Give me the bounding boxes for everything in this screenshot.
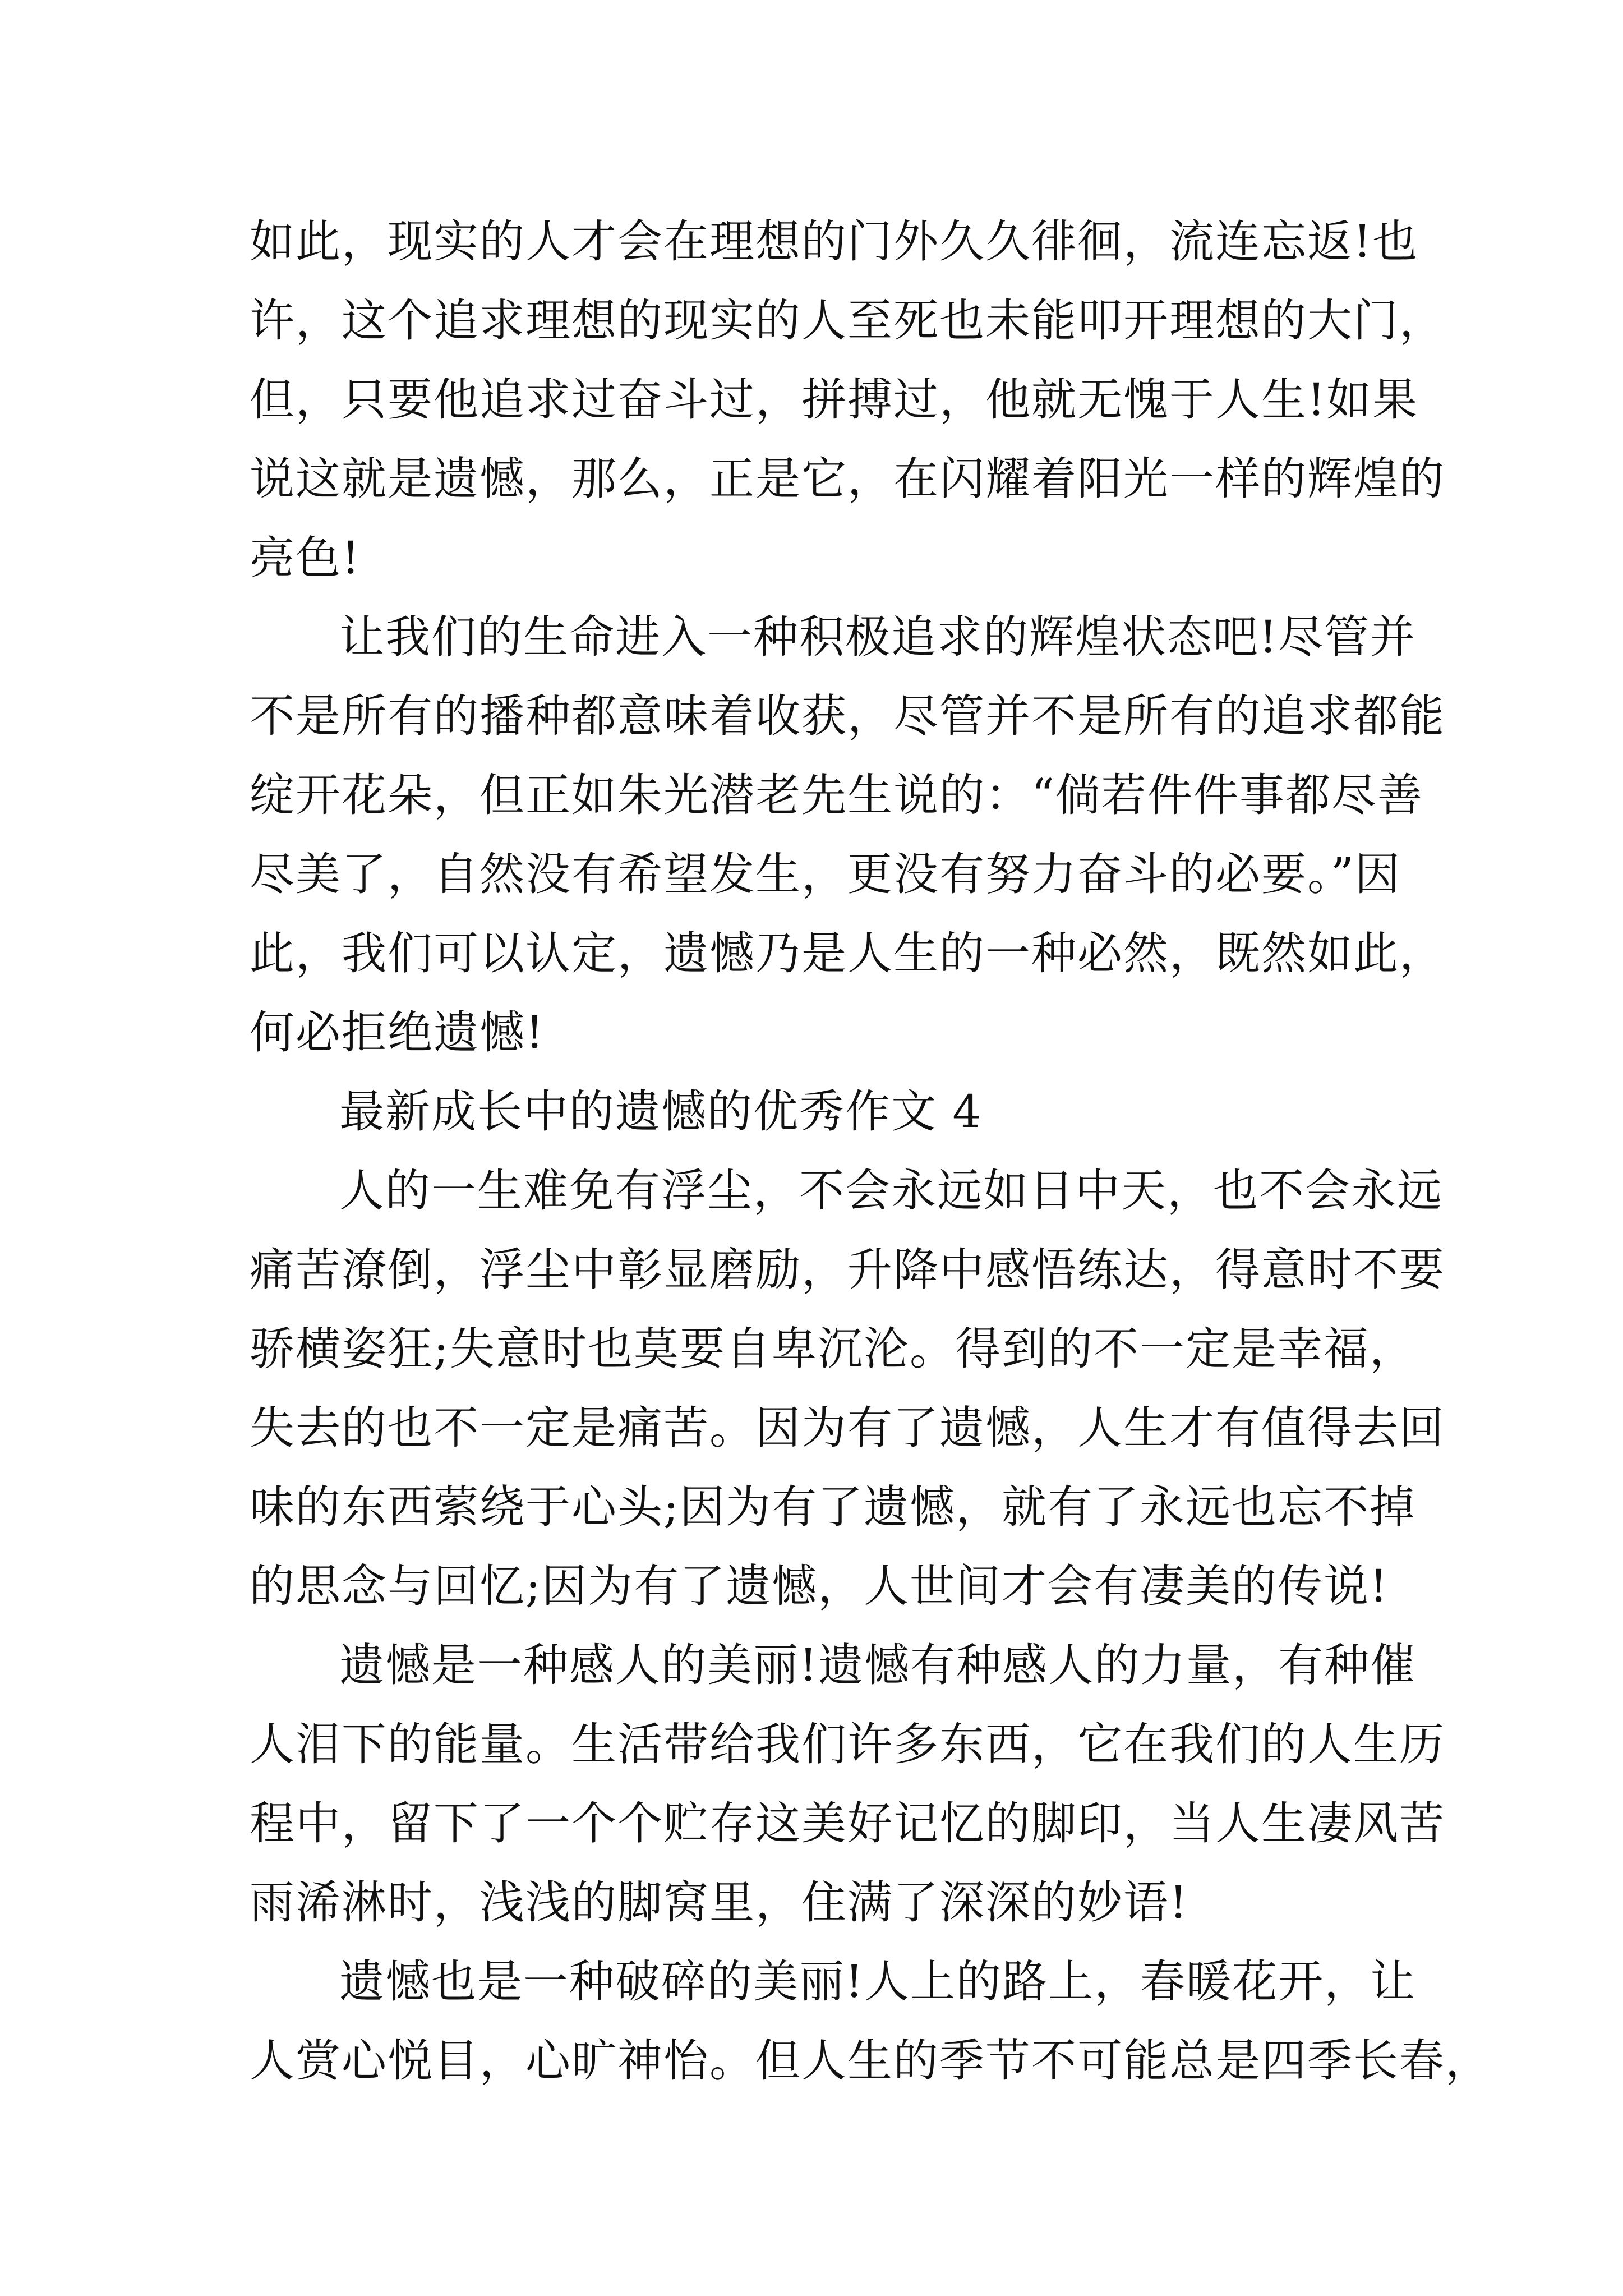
- text-line: 程中，留下了一个个贮存这美好记忆的脚印，当人生凄风苦: [250, 1797, 1445, 1849]
- text-line: 痛苦潦倒，浮尘中彰显磨励，升降中感悟练达，得意时不要: [250, 1244, 1445, 1296]
- text-line: 何必拒绝遗憾!: [250, 1006, 545, 1059]
- text-line: 尽美了，自然没有希望发生，更没有努力奋斗的必要。”因: [250, 848, 1401, 900]
- text-line: 失去的也不一定是痛苦。因为有了遗憾，人生才有值得去回: [250, 1402, 1445, 1454]
- text-line: 遗憾也是一种破碎的美丽!人上的路上，春暖花开，让: [339, 1955, 1417, 2008]
- text-line: 但，只要他追求过奋斗过，拼搏过，他就无愧于人生!如果: [250, 374, 1419, 426]
- paragraph-1: [250, 202, 1445, 597]
- text-line: 此，我们可以认定，遗憾乃是人生的一种必然，既然如此，: [250, 927, 1445, 979]
- text-line: 亮色!: [250, 532, 361, 584]
- text-line: 绽开花朵，但正如朱光潜老先生说的：“倘若件件事都尽善: [250, 769, 1423, 821]
- text-line: 遗憾是一种感人的美丽!遗憾有种感人的力量，有种催: [339, 1639, 1417, 1691]
- text-line: 不是所有的播种都意味着收获，尽管并不是所有的追求都能: [250, 690, 1445, 742]
- paragraph-4: [250, 1151, 1445, 1626]
- heading-text: 最新成长中的遗憾的优秀作文 4: [339, 1085, 983, 1138]
- text-line: 让我们的生命进入一种积极追求的辉煌状态吧!尽管并: [339, 611, 1417, 663]
- text-line: 人泪下的能量。生活带给我们许多东西，它在我们的人生历: [250, 1718, 1445, 1770]
- document-body: [250, 202, 1491, 2100]
- text-line: 人赏心悦目，心旷神怡。但人生的季节不可能总是四季长春，: [250, 2035, 1491, 2087]
- text-line: 说这就是遗憾，那么，正是它，在闪耀着阳光一样的辉煌的: [250, 453, 1445, 505]
- paragraph-5: [250, 1626, 1445, 1942]
- paragraph-6: [250, 1942, 1491, 2100]
- text-line: 许，这个追求理想的现实的人至死也未能叩开理想的大门，: [250, 295, 1445, 347]
- section-heading: [250, 1072, 1399, 1151]
- text-line: 的思念与回忆;因为有了遗憾，人世间才会有凄美的传说!: [250, 1560, 1389, 1612]
- text-line: 味的东西萦绕于心头;因为有了遗憾，就有了永远也忘不掉: [250, 1481, 1415, 1533]
- text-line: 如此，现实的人才会在理想的门外久久徘徊，流连忘返!也: [250, 215, 1419, 268]
- text-line: 雨浠淋时，浅浅的脚窝里，住满了深深的妙语!: [250, 1876, 1189, 1929]
- text-line: 人的一生难免有浮尘，不会永远如日中天，也不会永远: [339, 1165, 1443, 1217]
- text-line: 骄横姿狂;失意时也莫要自卑沉沦。得到的不一定是幸福，: [250, 1323, 1415, 1375]
- paragraph-2: [250, 597, 1445, 1072]
